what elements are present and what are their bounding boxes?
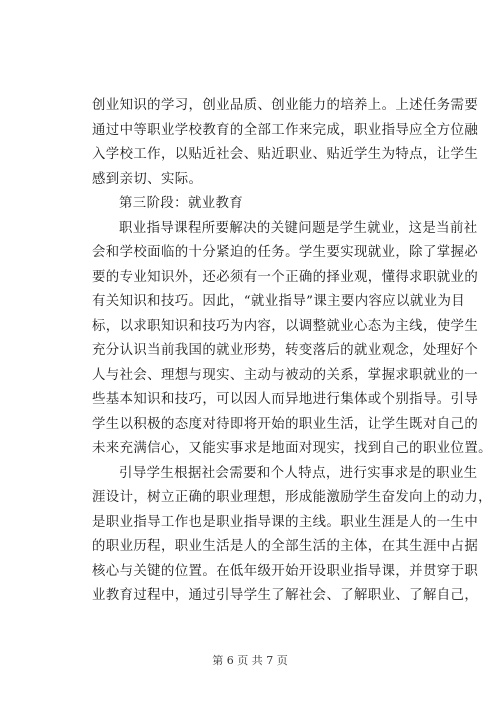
text-line: 标，以求职知识和技巧为内容，以调整就业心态为主线，使学生 (92, 318, 479, 334)
text-line: 未来充满信心，又能实事求是地面对现实，找到自己的职业位置。 (92, 441, 492, 456)
text-line: 第三阶段：就业教育 (119, 196, 244, 211)
text-line: 入学校工作，以贴近社会、贴近职业、贴近学生为特点，让学生 (92, 147, 479, 162)
document-body (92, 94, 492, 609)
text-line: 有关知识和技巧。因此，“就业指导”课主要内容应以就业为目 (92, 294, 466, 309)
text-line: 些基本知识和技巧，可以因人而异地进行集体或个别指导。引导 (92, 392, 479, 407)
text-line: 职业指导课程所要解决的关键问题是学生就业，这是当前社 (119, 220, 478, 236)
text-line: 会和学校面临的十分紧迫的任务。学生要实现就业，除了掌握必 (92, 245, 479, 260)
text-line: 感到亲切、实际。 (92, 171, 203, 187)
page-footer: 第 6 页 共 7 页 (212, 654, 288, 667)
text-line: 引导学生根据社会需要和个人特点，进行实事求是的职业生 (119, 465, 478, 481)
text-line: 要的专业知识外，还必须有一个正确的择业观，懂得求职就业的 (92, 269, 479, 285)
text-line: 的职业历程，职业生活是人的全部生活的主体，在其生涯中占据 (92, 539, 479, 554)
text-line: 涯设计，树立正确的职业理想，形成能激励学生奋发向上的动力， (92, 490, 492, 505)
text-line: 是职业指导工作也是职业指导课的主线。职业生涯是人的一生中 (92, 514, 479, 530)
text-line: 通过中等职业学校教育的全部工作来完成，职业指导应全方位融 (92, 122, 479, 138)
text-line: 充分认识当前我国的就业形势，转变落后的就业观念，处理好个 (92, 343, 479, 358)
text-line: 学生以积极的态度对待即将开始的职业生活，让学生既对自己的 (92, 416, 479, 432)
text-line: 核心与关键的位置。在低年级开始开设职业指导课，并贯穿于职 (92, 563, 479, 579)
text-line: 创业知识的学习，创业品质、创业能力的培养上。上述任务需要 (92, 98, 479, 113)
text-line: 业教育过程中，通过引导学生了解社会、了解职业、了解自己， (92, 588, 479, 603)
text-line: 人与社会、理想与现实、主动与被动的关系，掌握求职就业的一 (92, 367, 479, 383)
